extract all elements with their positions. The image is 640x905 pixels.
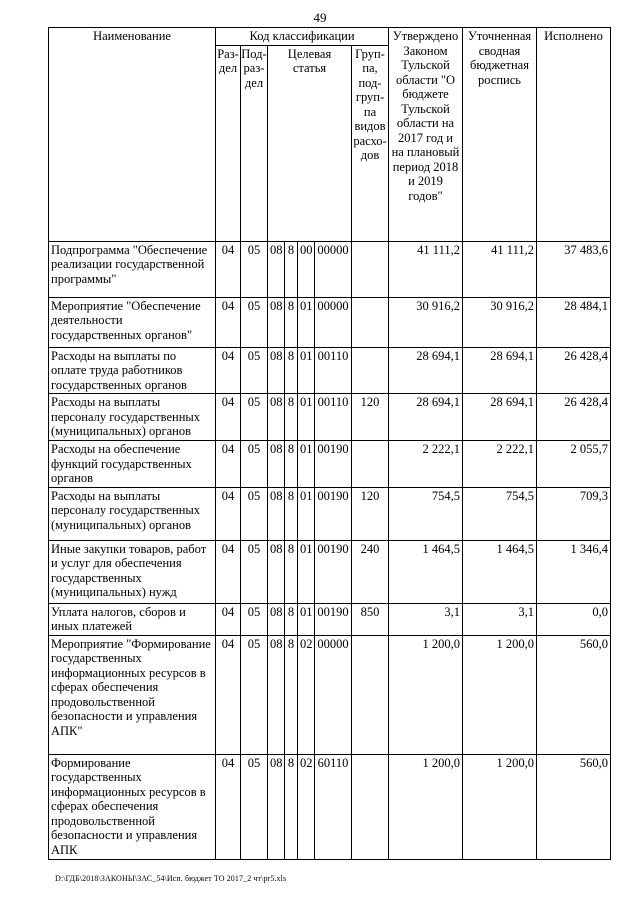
row-target-part2: 8 — [285, 540, 298, 603]
row-razdel: 04 — [216, 487, 241, 540]
row-executed: 37 483,6 — [537, 241, 611, 297]
row-target-part1: 08 — [268, 347, 285, 394]
row-expense-type: 240 — [352, 540, 389, 603]
row-name: Уплата налогов, сборов и иных платежей — [49, 603, 216, 635]
row-name: Расходы на обеспечение функций государственных органов — [49, 441, 216, 488]
row-target-part3: 01 — [298, 347, 315, 394]
table-row — [49, 241, 611, 297]
row-executed: 26 428,4 — [537, 394, 611, 441]
row-refined: 28 694,1 — [463, 347, 537, 394]
table-row — [49, 441, 611, 488]
table-row — [49, 347, 611, 394]
row-name: Подпрограмма "Обеспечение реализации государственной программы" — [49, 241, 216, 297]
row-podrazdel: 05 — [241, 635, 268, 754]
row-podrazdel: 05 — [241, 241, 268, 297]
row-target-part1: 08 — [268, 297, 285, 347]
row-refined: 28 694,1 — [463, 394, 537, 441]
row-approved: 1 464,5 — [389, 540, 463, 603]
row-approved: 1 200,0 — [389, 754, 463, 859]
row-target-part3: 01 — [298, 394, 315, 441]
row-target-part4: 00000 — [315, 635, 352, 754]
row-target-part3: 01 — [298, 441, 315, 488]
row-approved: 1 200,0 — [389, 635, 463, 754]
row-target-part2: 8 — [285, 603, 298, 635]
row-refined: 3,1 — [463, 603, 537, 635]
row-approved: 41 111,2 — [389, 241, 463, 297]
row-approved: 2 222,1 — [389, 441, 463, 488]
row-target-part3: 01 — [298, 540, 315, 603]
row-razdel: 04 — [216, 347, 241, 394]
row-target-part2: 8 — [285, 441, 298, 488]
row-approved: 754,5 — [389, 487, 463, 540]
header-executed: Исполнено — [537, 28, 611, 242]
header-refined: Уточненная сводная бюджетная роспись — [463, 28, 537, 242]
row-podrazdel: 05 — [241, 347, 268, 394]
row-target-part1: 08 — [268, 540, 285, 603]
row-executed: 0,0 — [537, 603, 611, 635]
row-target-part1: 08 — [268, 241, 285, 297]
header-vid: Груп- па, под- груп- па видов расхо- дов — [352, 45, 389, 241]
row-razdel: 04 — [216, 441, 241, 488]
row-razdel: 04 — [216, 635, 241, 754]
row-target-part4: 00190 — [315, 441, 352, 488]
header-code-group: Код классификации — [216, 28, 389, 46]
row-target-part4: 60110 — [315, 754, 352, 859]
row-name: Иные закупки товаров, работ и услуг для обеспечения государственных (муниципальных) нужд — [49, 540, 216, 603]
row-target-part3: 01 — [298, 487, 315, 540]
row-expense-type — [352, 635, 389, 754]
row-expense-type — [352, 754, 389, 859]
row-expense-type — [352, 347, 389, 394]
header-approved: Утверждено Законом Тульской области "О бюджете Тульской области на 2017 год и на плановый период 2018 и 2019 годов" — [389, 28, 463, 242]
table-row — [49, 540, 611, 603]
row-name: Расходы на выплаты по оплате труда работников государственных органов — [49, 347, 216, 394]
row-target-part2: 8 — [285, 754, 298, 859]
header-razdel: Раз- дел — [216, 45, 241, 241]
row-target-part3: 00 — [298, 241, 315, 297]
row-podrazdel: 05 — [241, 487, 268, 540]
row-podrazdel: 05 — [241, 441, 268, 488]
row-target-part2: 8 — [285, 635, 298, 754]
row-target-part4: 00000 — [315, 241, 352, 297]
table-row — [49, 487, 611, 540]
row-name: Расходы на выплаты персоналу государственных (муниципальных) органов — [49, 394, 216, 441]
row-refined: 754,5 — [463, 487, 537, 540]
row-refined: 1 200,0 — [463, 754, 537, 859]
row-name: Мероприятие "Формирование государственных информационных ресурсов в сферах обеспечения продовольственной безопасности и управления АПК" — [49, 635, 216, 754]
row-target-part4: 00110 — [315, 347, 352, 394]
row-target-part2: 8 — [285, 347, 298, 394]
row-executed: 2 055,7 — [537, 441, 611, 488]
row-executed: 560,0 — [537, 635, 611, 754]
row-podrazdel: 05 — [241, 297, 268, 347]
row-expense-type: 120 — [352, 394, 389, 441]
row-executed: 709,3 — [537, 487, 611, 540]
table-row — [49, 603, 611, 635]
row-razdel: 04 — [216, 540, 241, 603]
table-body — [49, 241, 611, 859]
row-refined: 1 464,5 — [463, 540, 537, 603]
row-podrazdel: 05 — [241, 754, 268, 859]
row-target-part2: 8 — [285, 241, 298, 297]
row-razdel: 04 — [216, 603, 241, 635]
row-target-part3: 01 — [298, 297, 315, 347]
row-target-part1: 08 — [268, 441, 285, 488]
row-target-part4: 00190 — [315, 603, 352, 635]
row-target-part3: 01 — [298, 603, 315, 635]
row-target-part1: 08 — [268, 394, 285, 441]
row-expense-type — [352, 441, 389, 488]
row-name: Расходы на выплаты персоналу государственных (муниципальных) органов — [49, 487, 216, 540]
file-path-footer: D:\ГДБ\2018\ЗАКОНЫ\ЗАС_54\Исп. бюджет ТО 2017_2 чт\pr5.xls — [55, 874, 287, 883]
row-approved: 3,1 — [389, 603, 463, 635]
row-approved: 28 694,1 — [389, 394, 463, 441]
row-razdel: 04 — [216, 297, 241, 347]
row-target-part1: 08 — [268, 754, 285, 859]
row-executed: 560,0 — [537, 754, 611, 859]
row-target-part1: 08 — [268, 635, 285, 754]
row-executed: 1 346,4 — [537, 540, 611, 603]
row-executed: 28 484,1 — [537, 297, 611, 347]
page-number: 49 — [313, 10, 327, 25]
row-razdel: 04 — [216, 241, 241, 297]
row-target-part2: 8 — [285, 487, 298, 540]
row-refined: 2 222,1 — [463, 441, 537, 488]
row-target-part3: 02 — [298, 754, 315, 859]
row-approved: 30 916,2 — [389, 297, 463, 347]
row-target-part1: 08 — [268, 487, 285, 540]
row-target-part4: 00110 — [315, 394, 352, 441]
row-target-part4: 00000 — [315, 297, 352, 347]
table-row — [49, 394, 611, 441]
row-razdel: 04 — [216, 754, 241, 859]
header-name: Наименование — [49, 28, 216, 242]
row-podrazdel: 05 — [241, 540, 268, 603]
row-name: Мероприятие "Обеспечение деятельности государственных органов" — [49, 297, 216, 347]
table-row — [49, 297, 611, 347]
row-target-part1: 08 — [268, 603, 285, 635]
row-target-part4: 00190 — [315, 487, 352, 540]
table-row — [49, 635, 611, 754]
row-expense-type: 120 — [352, 487, 389, 540]
row-podrazdel: 05 — [241, 394, 268, 441]
header-podrazdel: Под- раз- дел — [241, 45, 268, 241]
row-refined: 30 916,2 — [463, 297, 537, 347]
budget-table — [48, 27, 611, 860]
row-expense-type — [352, 297, 389, 347]
row-refined: 41 111,2 — [463, 241, 537, 297]
header-target: Целевая статья — [268, 45, 352, 241]
row-target-part3: 02 — [298, 635, 315, 754]
row-executed: 26 428,4 — [537, 347, 611, 394]
row-target-part2: 8 — [285, 297, 298, 347]
row-target-part2: 8 — [285, 394, 298, 441]
row-target-part4: 00190 — [315, 540, 352, 603]
row-approved: 28 694,1 — [389, 347, 463, 394]
table-row — [49, 754, 611, 859]
row-razdel: 04 — [216, 394, 241, 441]
row-expense-type — [352, 241, 389, 297]
row-podrazdel: 05 — [241, 603, 268, 635]
row-expense-type: 850 — [352, 603, 389, 635]
row-name: Формирование государственных информационных ресурсов в сферах обеспечения продовольственной безопасности и управления АПК — [49, 754, 216, 859]
row-refined: 1 200,0 — [463, 635, 537, 754]
